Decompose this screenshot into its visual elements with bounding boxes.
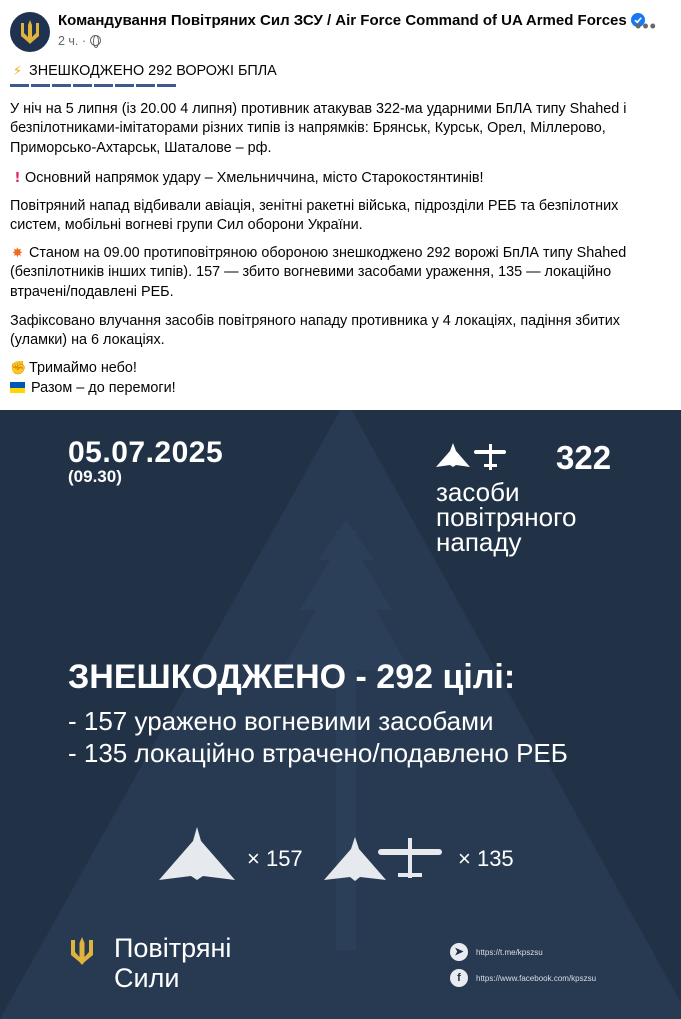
divider-bars	[10, 80, 185, 90]
paragraph-6-text: Тримаймо небо!	[29, 360, 137, 376]
drone-plane-icons-top	[436, 440, 508, 472]
paragraph-4	[10, 244, 670, 302]
mixed-count: × 135	[458, 846, 514, 871]
headline-text: ЗНЕШКОДЖЕНО 292 ВОРОЖІ БПЛА	[29, 63, 277, 79]
drone-icon	[157, 825, 237, 885]
infographic-image[interactable]	[0, 410, 681, 1019]
graphic-line-1: - 157 уражено вогневими засобами	[68, 706, 494, 736]
paragraph-1: У ніч на 5 липня (із 20.00 4 липня) противник атакував 322-ма ударними БпЛА типу Shahed і безпілотниками-імітаторами різних типів із напрямків: Брянськ, Курськ, Орел, Міллерово, Приморсько-Ахтарськ, Шаталове – рф.	[10, 101, 627, 156]
meta-separator: ·	[81, 34, 87, 48]
post-time[interactable]: 2 ч.	[58, 34, 79, 48]
graphic-date: 05.07.2025	[68, 436, 224, 469]
explosion-icon: ✸	[12, 246, 23, 261]
air-force-trident-icon	[68, 936, 96, 966]
more-options-button[interactable]: •••	[635, 16, 657, 36]
ukraine-flag-icon	[10, 382, 25, 393]
paragraph-3: Повітряний напад відбивали авіація, зенітні ракетні війська, підрозділи РЕБ та безпілотних систем, мобільні вогневі групи Сил оборони України.	[10, 198, 619, 234]
means-label: засоби повітряного нападу	[436, 477, 577, 557]
trident-logo	[19, 19, 41, 45]
air-force-brand	[114, 933, 231, 993]
avatar[interactable]	[10, 12, 50, 52]
graphic-main-title: ЗНЕШКОДЖЕНО - 292 цілі:	[68, 658, 516, 696]
paragraph-2-text: Основний напрямок удару – Хмельниччина, місто Старокостянтинів!	[25, 170, 484, 186]
paragraph-4-text: Станом на 09.00 протиповітряною обороною знешкоджено 292 ворожі БпЛА типу Shahed (безпілотників інших типів). 157 — збито вогневими засобами ураження, 135 — локаційно втрачені/подавлені РЕБ.	[10, 245, 627, 300]
page-name[interactable]	[58, 12, 645, 29]
paragraph-7	[10, 379, 670, 398]
graphic-line-2: - 135 локаційно втрачено/подавлено РЕБ	[68, 738, 568, 768]
graphic-time: (09.30)	[68, 467, 122, 486]
telegram-link: https://t.me/kpszsu	[476, 948, 543, 957]
globe-icon	[90, 35, 101, 46]
exclamation-icon: !	[14, 171, 21, 186]
paragraph-2	[10, 169, 670, 188]
facebook-link: https://www.facebook.com/kpszsu	[476, 974, 597, 983]
paragraph-6	[10, 359, 670, 378]
total-count: 322	[556, 439, 612, 476]
telegram-icon: ➤	[450, 943, 468, 961]
post-meta	[58, 34, 101, 48]
facebook-icon: f	[450, 969, 468, 987]
paragraph-7-text: Разом – до перемоги!	[31, 380, 176, 396]
drone-count: × 157	[247, 846, 303, 871]
headline	[10, 62, 670, 81]
plane-icon	[376, 835, 444, 883]
brand-line-1: Повітряні	[114, 933, 232, 963]
post-header	[0, 0, 681, 60]
paragraph-5: Зафіксовано влучання засобів повітряного нападу противника у 4 локаціях, падіння збитих (уламки) на 6 локаціях.	[10, 313, 620, 349]
lightning-icon: ⚡	[12, 64, 23, 79]
fist-icon: ✊	[10, 361, 27, 376]
brand-line-2: Сили	[114, 963, 180, 993]
page-name-text: Командування Повітряних Сил ЗСУ / Air Force Command of UA Armed Forces	[58, 12, 627, 29]
